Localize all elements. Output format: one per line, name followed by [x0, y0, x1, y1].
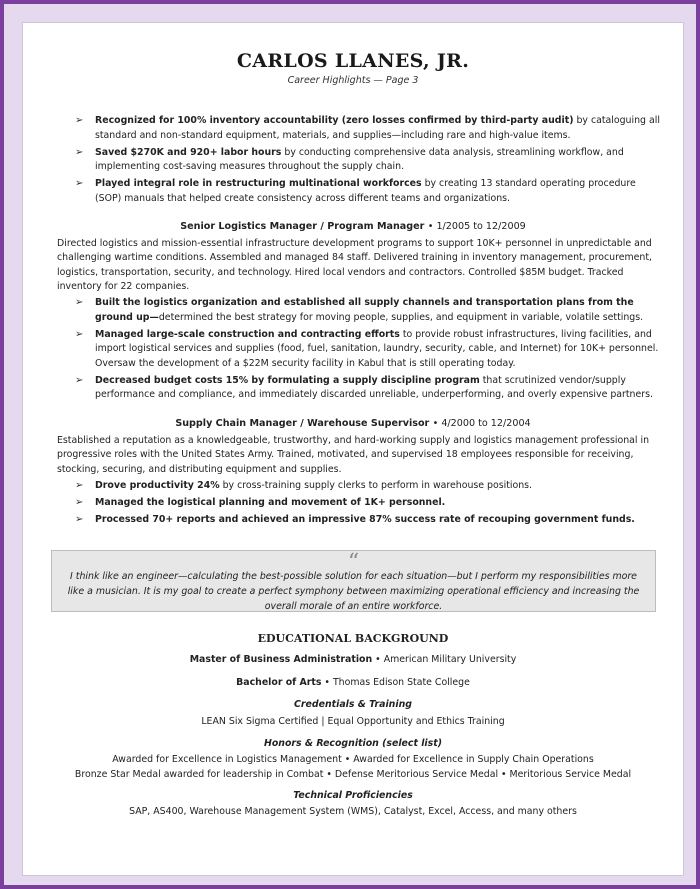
career-highlights-list — [75, 114, 665, 209]
job-dates: 1/2005 to 12/2009 — [436, 221, 526, 232]
job-title-supply-chain: Supply Chain Manager / Warehouse Supervisor • 4/2000 to 12/2004 — [175, 418, 531, 429]
honors-line: Awarded for Excellence in Logistics Management • Awarded for Excellence in Supply Chain Operations — [112, 754, 594, 765]
list-item: ➢ Processed 70+ reports and achieved an impressive 87% success rate of recouping government funds. — [75, 513, 665, 528]
page-subtitle: Career Highlights — Page 3 — [287, 75, 419, 86]
list-item: ➢ Drove productivity 24% by cross-training supply clerks to perform in warehouse positions. — [75, 479, 665, 494]
arrow-bullet-icon: ➢ — [75, 328, 84, 340]
page-frame — [4, 4, 696, 885]
degree-ba: Bachelor of Arts • Thomas Edison State College — [236, 677, 470, 688]
candidate-name: CARLOS LLANES, JR. — [236, 50, 470, 72]
list-item: ➢ Recognized for 100% inventory accountability (zero losses confirmed by third-party audit) by cataloguing all standard and non-standard equipment, materials, and supplies—including rare and high-value items. — [75, 115, 660, 141]
job-dates: 4/2000 to 12/2004 — [441, 418, 531, 429]
job-summary: Directed logistics and mission-essential infrastructure development programs to support 10K+ personnel in unpredictable and challenging wartime conditions. Assembled and managed 84 staff. Delivered training in inventory management, procurement, logistics, transportation, security, and technology. Hired local vendors and contractors. Controlled $85M budget. Tracked inventory for 22 companies. — [57, 238, 652, 293]
arrow-bullet-icon: ➢ — [75, 115, 84, 126]
honors-line: Bronze Star Medal awarded for leadership in Combat • Defense Meritorious Service Medal • Meritorious Service Medal — [74, 769, 632, 780]
arrow-bullet-icon: ➢ — [75, 178, 84, 189]
list-item: ➢ Built the logistics organization and established all supply channels and transportation plans from the ground up—determined the best strategy for moving people, supplies, and equipment in variable, volatile settings. — [75, 297, 644, 323]
quote-box — [51, 550, 656, 612]
honors-heading: Honors & Recognition (select list) — [264, 738, 442, 749]
credentials-heading: Credentials & Training — [294, 699, 412, 710]
list-item: ➢ Saved $270K and 920+ labor hours by conducting comprehensive data analysis, streamlining workflow, and implementing cost-saving measures throughout the supply chain. — [75, 146, 624, 172]
job-achievements-list — [75, 296, 665, 405]
job-title-senior-logistics: Senior Logistics Manager / Program Manager • 1/2005 to 12/2009 — [180, 221, 526, 232]
education-heading: EDUCATIONAL BACKGROUND — [257, 632, 449, 645]
arrow-bullet-icon: ➢ — [75, 480, 84, 491]
quote-mark-icon: “ — [347, 550, 360, 575]
list-item: ➢ Managed large-scale construction and contracting efforts to provide robust infrastructures, living facilities, and import logistical services and supplies (food, fuel, sanitation, laundry, security, cable, and Internet) for 10K+ personnel. Oversaw the development of a $22M security facility in Kabul that is still operating today. — [75, 328, 659, 369]
tech-heading: Technical Proficiencies — [293, 790, 413, 801]
resume-page — [22, 22, 684, 876]
job-summary: Established a reputation as a knowledgeable, trustworthy, and hard-working supply and logistics management professional in progressive roles with the United States Army. Trained, motivated, and supervised 18 employees responsible for receiving, stocking, securing, and distributing equipment and supplies. — [57, 435, 650, 475]
list-item: ➢ Managed the logistical planning and movement of 1K+ personnel. — [75, 496, 665, 511]
arrow-bullet-icon: ➢ — [75, 297, 84, 308]
arrow-bullet-icon: ➢ — [75, 374, 84, 386]
quote-text: I think like an engineer—calculating the best-possible solution for each situation—but I perform my responsibilities more like a musician. It is my goal to create a perfect symphony between maximizing operational efficiency and increasing the overall morale of an entire workforce. — [67, 571, 640, 612]
job-achievements-list — [75, 479, 665, 530]
tech-line: SAP, AS400, Warehouse Management System (WMS), Catalyst, Excel, Access, and many others — [129, 806, 577, 817]
list-item: ➢ Decreased budget costs 15% by formulating a supply discipline program that scrutinized vendor/supply performance and compliance, and immediately discarded unreliable, underperforming, and overly expensive partners. — [75, 374, 653, 400]
list-item: ➢ Played integral role in restructuring multinational workforces by creating 13 standard operating procedure (SOP) manuals that helped create consistency across different teams and organizations. — [75, 178, 636, 204]
arrow-bullet-icon: ➢ — [75, 497, 84, 508]
degree-mba: Master of Business Administration • American Military University — [189, 654, 517, 665]
arrow-bullet-icon: ➢ — [75, 514, 84, 525]
credentials-line: LEAN Six Sigma Certified | Equal Opportunity and Ethics Training — [201, 716, 505, 727]
arrow-bullet-icon: ➢ — [75, 146, 84, 158]
